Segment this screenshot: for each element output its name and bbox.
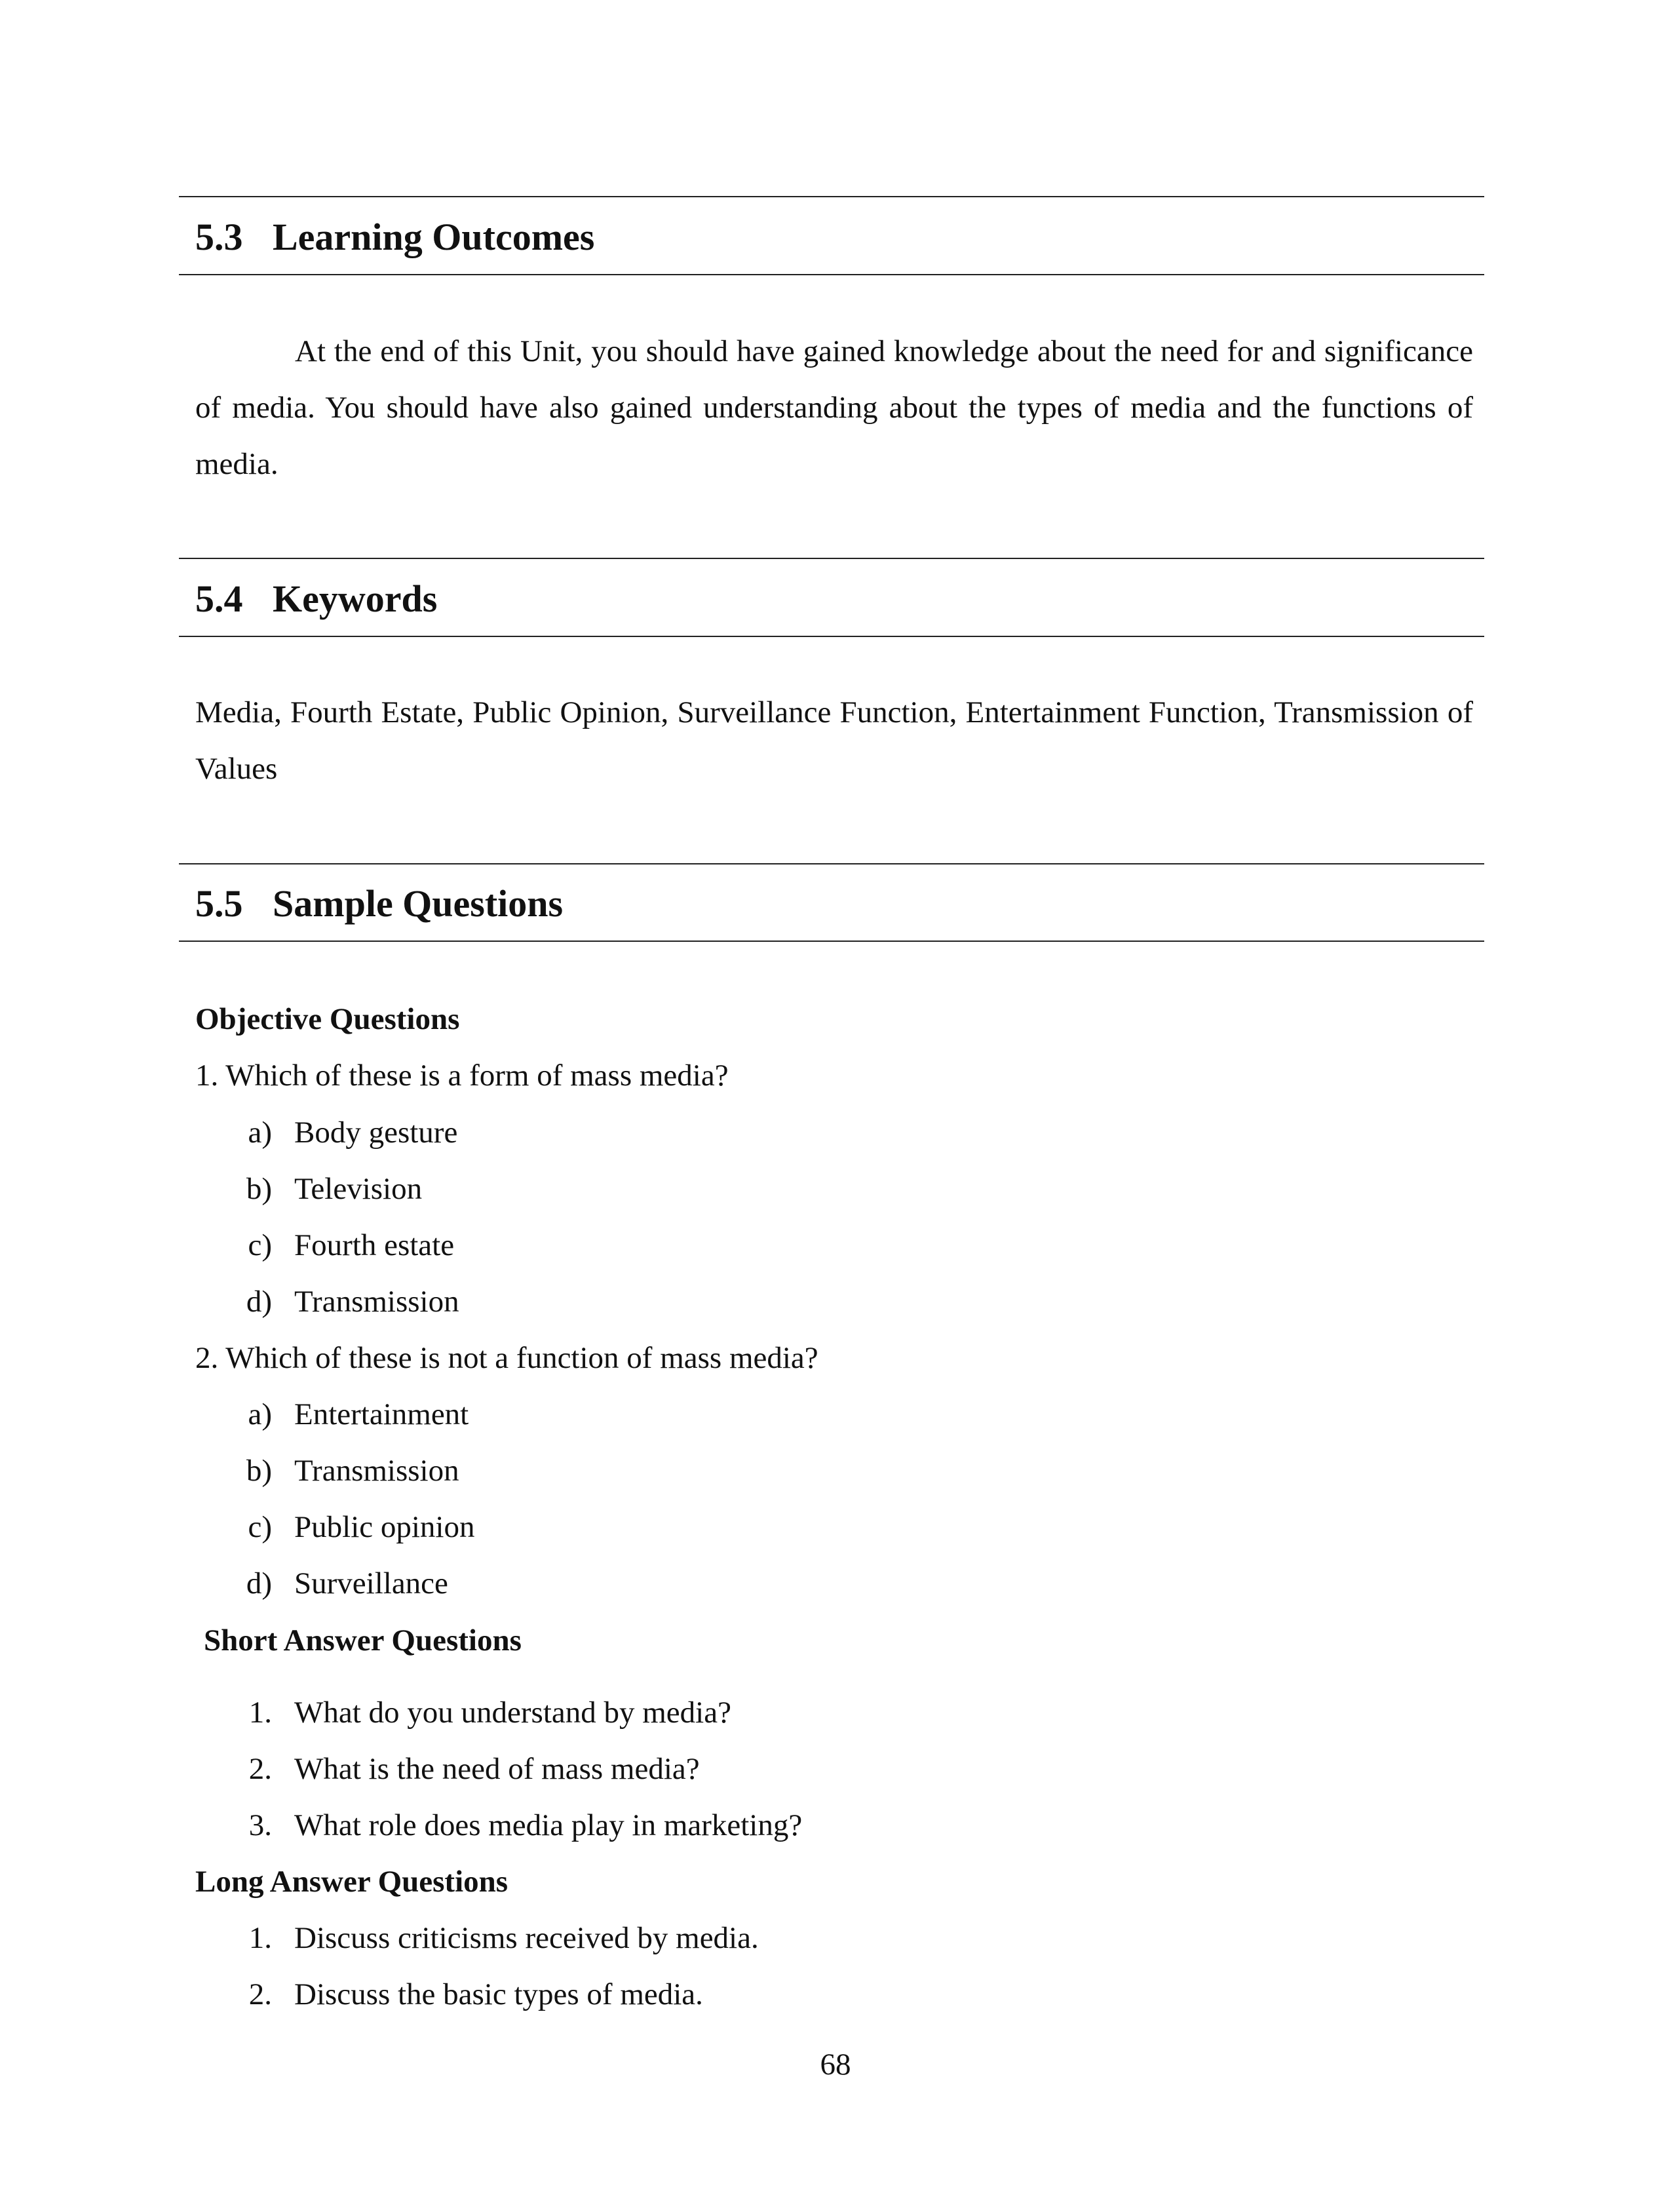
option-text: Television	[294, 1172, 423, 1206]
list-item-number: 2.	[248, 1977, 272, 2011]
list-item-number: 1.	[248, 1696, 272, 1730]
list-item	[248, 1977, 703, 2011]
list-item-text: What do you understand by media?	[294, 1696, 731, 1730]
section-rule-top	[179, 863, 1484, 864]
section-heading-sample-questions	[195, 882, 564, 925]
question-2: 2. Which of these is not a function of mass media?	[195, 1341, 818, 1375]
section-title: Learning Outcomes	[273, 216, 595, 258]
section-rule-bottom	[179, 636, 1484, 637]
section-rule-top	[179, 196, 1484, 197]
option-text: Transmission	[294, 1285, 459, 1319]
section-number: 5.3	[195, 216, 243, 258]
list-item	[248, 1808, 803, 1842]
list-item-number: 3.	[248, 1808, 272, 1842]
section-rule-bottom	[179, 274, 1484, 275]
section-title: Keywords	[273, 577, 438, 620]
option-item	[248, 1510, 475, 1544]
list-item-text: Discuss criticisms received by media.	[294, 1921, 759, 1955]
section-number: 5.5	[195, 882, 243, 925]
section-heading-keywords	[195, 577, 438, 620]
question-1: 1. Which of these is a form of mass media?	[195, 1058, 729, 1093]
option-label: a)	[248, 1397, 272, 1431]
option-text: Public opinion	[294, 1510, 475, 1544]
option-text: Fourth estate	[294, 1228, 455, 1262]
option-text: Body gesture	[294, 1116, 458, 1150]
option-label: a)	[248, 1116, 272, 1150]
short-answer-heading: Short Answer Questions	[204, 1623, 522, 1658]
list-item	[248, 1752, 700, 1786]
option-item	[248, 1397, 469, 1431]
option-item	[246, 1454, 459, 1488]
option-text: Transmission	[294, 1454, 459, 1488]
option-item	[246, 1285, 459, 1319]
option-label: b)	[246, 1172, 272, 1206]
list-item-number: 2.	[248, 1752, 272, 1786]
keywords-paragraph: Media, Fourth Estate, Public Opinion, Surveillance Function, Entertainment Function, Transmission of Values	[195, 695, 1473, 786]
option-item	[248, 1116, 458, 1150]
page-number: 68	[820, 2047, 851, 2082]
learning-outcomes-paragraph: At the end of this Unit, you should have gained knowledge about the need for and significance of media. You should have also gained understanding about the types of media and the functions of media.	[195, 334, 1473, 481]
option-item	[246, 1172, 423, 1206]
section-title: Sample Questions	[273, 882, 564, 925]
section-number: 5.4	[195, 577, 243, 620]
section-rule-bottom	[179, 941, 1484, 942]
section-rule-top	[179, 558, 1484, 559]
list-item-text: What role does media play in marketing?	[294, 1808, 803, 1842]
option-text: Entertainment	[294, 1397, 469, 1431]
option-item	[246, 1566, 448, 1601]
long-answer-heading: Long Answer Questions	[195, 1865, 509, 1899]
objective-questions-heading: Objective Questions	[195, 1002, 460, 1036]
list-item-text: Discuss the basic types of media.	[294, 1977, 703, 2011]
option-label: c)	[248, 1510, 272, 1544]
option-text: Surveillance	[294, 1566, 448, 1601]
list-item	[248, 1696, 731, 1730]
section-heading-learning-outcomes	[195, 218, 594, 256]
option-item	[248, 1228, 455, 1262]
option-label: b)	[246, 1454, 272, 1488]
list-item	[248, 1921, 759, 1955]
option-label: d)	[246, 1566, 272, 1601]
list-item-number: 1.	[248, 1921, 272, 1955]
option-label: d)	[246, 1285, 272, 1319]
list-item-text: What is the need of mass media?	[294, 1752, 700, 1786]
option-label: c)	[248, 1228, 272, 1262]
